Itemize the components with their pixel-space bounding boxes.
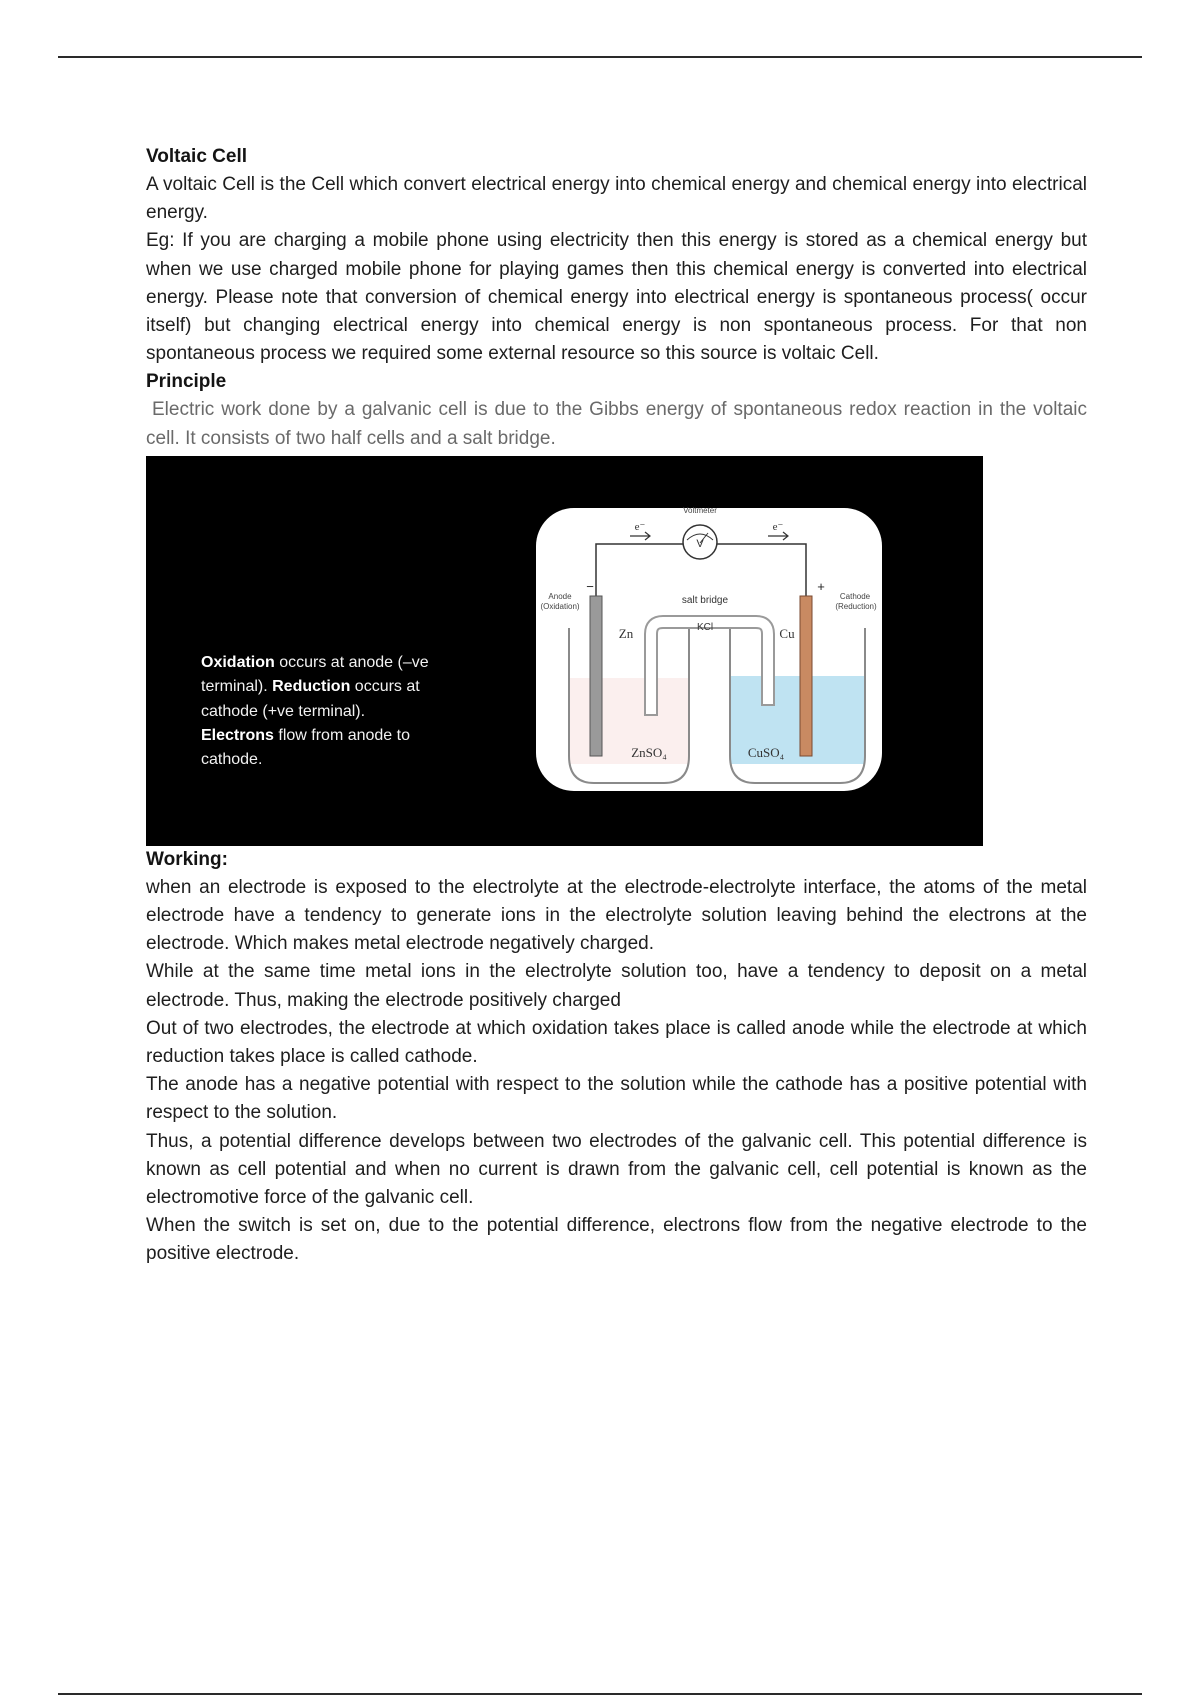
copper-electrode xyxy=(800,596,812,756)
voltmeter-symbol: V xyxy=(696,537,704,550)
document-body xyxy=(146,143,1087,1269)
minus-terminal: − xyxy=(586,578,594,594)
zinc-electrode xyxy=(590,596,602,756)
section-title: Voltaic Cell xyxy=(146,146,248,167)
cell-diagram xyxy=(146,456,983,846)
working-heading: Working: xyxy=(146,848,228,870)
working-paragraph: Thus, a potential difference develops between two electrodes of the galvanic cell. This potential difference is known as cell potential and when no current is drawn from the galvanic cell, cell potential is known as the electromotive force of the galvanic cell. xyxy=(146,1130,1087,1209)
zn-label: Zn xyxy=(618,625,634,641)
electron-right-label: e⁻ xyxy=(772,520,784,533)
caption-oxidation-bold: Oxidation xyxy=(201,653,275,671)
caption-reduction-bold: Reduction xyxy=(272,678,351,696)
caption-electrons-rest: flow from anode to cathode. xyxy=(201,727,410,769)
anode-label-2: (Oxidation) xyxy=(540,601,580,611)
principle-paragraph: Electric work done by a galvanic cell is due to the Gibbs energy of spontaneous redox reaction in the voltaic cell. It consists of two half cells and a salt bridge. xyxy=(146,399,1087,449)
working-paragraph: The anode has a negative potential with respect to the solution while the cathode has a positive potential with respect to the solution. xyxy=(146,1074,1087,1124)
intro-paragraph: A voltaic Cell is the Cell which convert electrical energy into chemical energy and chemical energy into electrical energy. xyxy=(146,174,1087,224)
working-paragraph: When the switch is set on, due to the potential difference, electrons flow from the negative electrode to the positive electrode. xyxy=(146,1215,1087,1265)
caption-reduction-rest: occurs at cathode (+ve terminal). xyxy=(201,678,420,720)
cuso4-label: CuSO₄ xyxy=(747,744,785,760)
kcl-label: KCl xyxy=(696,621,714,633)
znso4-solution xyxy=(569,678,689,764)
cathode-label-2: (Reduction) xyxy=(835,601,877,611)
voltmeter-label: Voltmeter xyxy=(683,505,717,515)
caption-electrons-bold: Electrons xyxy=(201,727,274,745)
top-rule xyxy=(58,56,1142,58)
znso4-label: ZnSO₄ xyxy=(631,744,667,760)
electron-left-label: e⁻ xyxy=(634,520,646,533)
anode-label-1: Anode xyxy=(548,591,572,601)
principle-heading: Principle xyxy=(146,371,227,393)
working-paragraph: when an electrode is exposed to the electrolyte at the electrode-electrolyte interface, the atoms of the metal electrode have a tendency to generate ions in the electrolyte solution leaving behind the electrons at the electrode. Which makes metal electrode negatively charged. xyxy=(146,876,1087,955)
cathode-label-1: Cathode xyxy=(839,591,871,601)
salt-bridge-label: salt bridge xyxy=(681,594,729,606)
working-paragraph: While at the same time metal ions in the electrolyte solution too, have a tendency to deposit on a metal electrode. Thus, making the electrode positively charged xyxy=(146,961,1087,1011)
voltaic-cell-figure xyxy=(146,456,983,846)
working-paragraph: Out of two electrodes, the electrode at which oxidation takes place is called anode while the electrode at which reduction takes place is called cathode. xyxy=(146,1017,1087,1068)
plus-terminal: + xyxy=(817,578,825,594)
bottom-rule xyxy=(58,1693,1142,1695)
cu-label: Cu xyxy=(779,625,795,641)
example-paragraph: Eg: If you are charging a mobile phone using electricity then this energy is stored as a chemical energy but when we use charged mobile phone for playing games then this chemical energy is converted into electrical energy. Please note that conversion of chemical energy into electrical energy is spontaneous process( occur itself) but changing electrical energy into chemical energy is non spontaneous process. For that non spontaneous process we required some external resource so this source is voltaic Cell. xyxy=(146,230,1087,365)
caption-oxidation-rest: occurs at anode (–ve terminal). xyxy=(201,653,429,696)
